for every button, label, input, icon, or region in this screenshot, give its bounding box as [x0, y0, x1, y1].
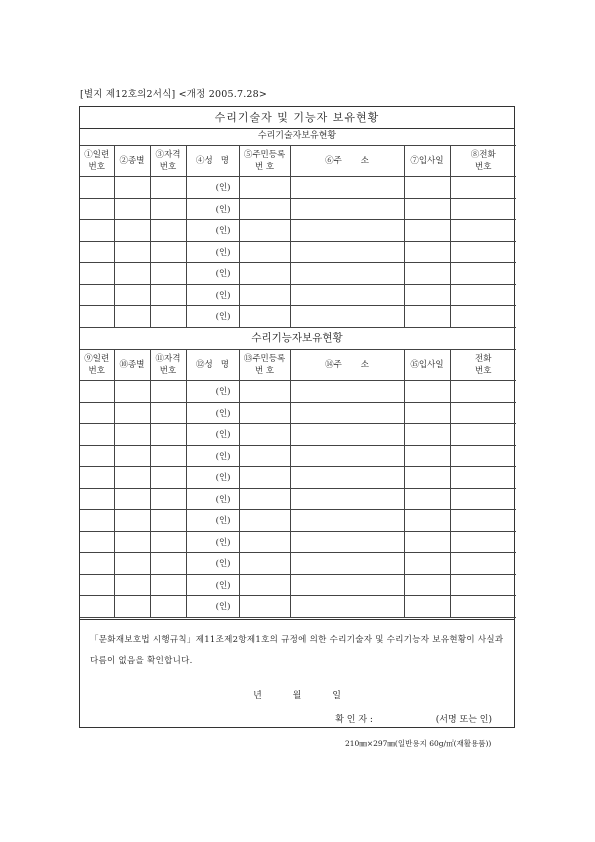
phone-cell[interactable]: [450, 402, 516, 424]
table-row: [80, 574, 516, 596]
table-row: [80, 306, 516, 328]
license-cell[interactable]: [150, 467, 186, 489]
table-row: [80, 402, 516, 424]
seal-label: (인): [215, 408, 231, 419]
table-row: [80, 553, 516, 575]
name-cell[interactable]: [186, 510, 239, 532]
type-cell[interactable]: [114, 574, 150, 596]
type-cell[interactable]: [114, 198, 150, 220]
table-row: [80, 488, 516, 510]
license-cell[interactable]: [150, 424, 186, 446]
name-cell[interactable]: [186, 284, 239, 306]
address-cell[interactable]: [290, 574, 404, 596]
name-cell[interactable]: [186, 467, 239, 489]
table-row: [80, 198, 516, 220]
resident-cell[interactable]: [239, 402, 290, 424]
type-cell[interactable]: [114, 402, 150, 424]
resident-cell[interactable]: [239, 467, 290, 489]
serial-cell[interactable]: [80, 596, 114, 618]
resident-cell[interactable]: [239, 553, 290, 575]
join-date-cell[interactable]: [404, 177, 450, 199]
license-cell[interactable]: [150, 402, 186, 424]
name-cell[interactable]: [186, 402, 239, 424]
license-cell[interactable]: [150, 445, 186, 467]
name-cell[interactable]: [186, 574, 239, 596]
name-cell[interactable]: [186, 596, 239, 618]
col-resident-number: ⑬주민등록 번 호: [239, 350, 290, 381]
resident-cell[interactable]: [239, 531, 290, 553]
phone-cell[interactable]: [450, 467, 516, 489]
join-date-cell[interactable]: [404, 220, 450, 242]
phone-cell[interactable]: [450, 424, 516, 446]
seal-label: (인): [215, 580, 231, 591]
table-row: [80, 596, 516, 618]
serial-cell[interactable]: [80, 263, 114, 285]
name-cell[interactable]: [186, 306, 239, 328]
resident-cell[interactable]: [239, 574, 290, 596]
col-name: ⑫성 명: [186, 350, 239, 381]
table-row: [80, 177, 516, 199]
address-cell[interactable]: [290, 445, 404, 467]
col-address: ⑥주 소: [290, 146, 404, 177]
status-form: [79, 106, 515, 728]
table-row: [80, 467, 516, 489]
seal-label: (인): [215, 516, 231, 527]
name-cell[interactable]: [186, 531, 239, 553]
type-cell[interactable]: [114, 424, 150, 446]
section2-title: 수리기능자보유현황: [80, 328, 514, 350]
phone-cell[interactable]: [450, 488, 516, 510]
type-cell[interactable]: [114, 241, 150, 263]
address-cell[interactable]: [290, 177, 404, 199]
seal-label: (인): [215, 226, 231, 237]
join-date-cell[interactable]: [404, 488, 450, 510]
serial-cell[interactable]: [80, 241, 114, 263]
col-phone: 전화 번호: [450, 350, 516, 381]
table-row: [80, 220, 516, 242]
license-cell[interactable]: [150, 220, 186, 242]
serial-cell[interactable]: [80, 402, 114, 424]
address-cell[interactable]: [290, 596, 404, 618]
resident-cell[interactable]: [239, 263, 290, 285]
serial-cell[interactable]: [80, 553, 114, 575]
phone-cell[interactable]: [450, 263, 516, 285]
col-join-date: ⑮입사일: [404, 350, 450, 381]
address-cell[interactable]: [290, 510, 404, 532]
table-row: [80, 241, 516, 263]
address-cell[interactable]: [290, 467, 404, 489]
type-cell[interactable]: [114, 467, 150, 489]
type-cell[interactable]: [114, 510, 150, 532]
resident-cell[interactable]: [239, 596, 290, 618]
license-cell[interactable]: [150, 381, 186, 403]
year-label: 년: [253, 691, 262, 701]
section1-title: 수리기술자보유현황: [80, 128, 514, 146]
col-join-date: ⑦입사일: [404, 146, 450, 177]
confirmation-section: [80, 619, 514, 730]
phone-cell[interactable]: [450, 220, 516, 242]
table-row: [80, 381, 516, 403]
address-cell[interactable]: [290, 531, 404, 553]
seal-label: (인): [215, 290, 231, 301]
address-cell[interactable]: [290, 263, 404, 285]
name-cell[interactable]: [186, 263, 239, 285]
serial-cell[interactable]: [80, 198, 114, 220]
resident-cell[interactable]: [239, 284, 290, 306]
type-cell[interactable]: [114, 306, 150, 328]
serial-cell[interactable]: [80, 445, 114, 467]
license-cell[interactable]: [150, 553, 186, 575]
type-cell[interactable]: [114, 553, 150, 575]
resident-cell[interactable]: [239, 241, 290, 263]
serial-cell[interactable]: [80, 510, 114, 532]
name-cell[interactable]: [186, 488, 239, 510]
license-cell[interactable]: [150, 531, 186, 553]
address-cell[interactable]: [290, 284, 404, 306]
signer-line: [335, 712, 492, 725]
phone-cell[interactable]: [450, 531, 516, 553]
serial-cell[interactable]: [80, 467, 114, 489]
license-cell[interactable]: [150, 241, 186, 263]
resident-cell[interactable]: [239, 306, 290, 328]
serial-cell[interactable]: [80, 381, 114, 403]
col-type: ⑩종별: [114, 350, 150, 381]
license-cell[interactable]: [150, 596, 186, 618]
join-date-cell[interactable]: [404, 596, 450, 618]
type-cell[interactable]: [114, 445, 150, 467]
seal-label: (인): [215, 537, 231, 548]
serial-cell[interactable]: [80, 284, 114, 306]
serial-cell[interactable]: [80, 574, 114, 596]
col-type: ②종별: [114, 146, 150, 177]
address-cell[interactable]: [290, 198, 404, 220]
address-cell[interactable]: [290, 488, 404, 510]
table-row: [80, 424, 516, 446]
craftsman-table: [80, 349, 516, 618]
seal-label: (인): [215, 602, 231, 613]
table-row: [80, 531, 516, 553]
type-cell[interactable]: [114, 220, 150, 242]
phone-cell[interactable]: [450, 177, 516, 199]
join-date-cell[interactable]: [404, 241, 450, 263]
seal-label: (인): [215, 183, 231, 194]
resident-cell[interactable]: [239, 424, 290, 446]
seal-label: (인): [215, 269, 231, 280]
col-serial-number: ①일련 번호: [80, 146, 114, 177]
name-cell[interactable]: [186, 198, 239, 220]
join-date-cell[interactable]: [404, 306, 450, 328]
phone-cell[interactable]: [450, 510, 516, 532]
join-date-cell[interactable]: [404, 445, 450, 467]
serial-cell[interactable]: [80, 424, 114, 446]
form-number-header: [별지 제12호의2서식] <개정 2005.7.28>: [80, 89, 268, 100]
seal-label: (인): [215, 247, 231, 258]
resident-cell[interactable]: [239, 510, 290, 532]
col-resident-number: ⑤주민등록 번 호: [239, 146, 290, 177]
signer-note: (서명 또는 인): [435, 715, 492, 725]
col-license-number: ③자격 번호: [150, 146, 186, 177]
phone-cell[interactable]: [450, 381, 516, 403]
confirmation-text: 「문화재보호법 시행규칙」제11조제2항제1호의 규정에 의한 수리기술자 및 수리기능자 보유현황이 사실과 다름이 없음을 확인합니다.: [90, 635, 504, 666]
table-row: [80, 510, 516, 532]
type-cell[interactable]: [114, 177, 150, 199]
name-cell[interactable]: [186, 424, 239, 446]
type-cell[interactable]: [114, 596, 150, 618]
join-date-cell[interactable]: [404, 531, 450, 553]
name-cell[interactable]: [186, 553, 239, 575]
serial-cell[interactable]: [80, 488, 114, 510]
license-cell[interactable]: [150, 574, 186, 596]
col-address: ⑭주 소: [290, 350, 404, 381]
join-date-cell[interactable]: [404, 553, 450, 575]
seal-label: (인): [215, 559, 231, 570]
phone-cell[interactable]: [450, 241, 516, 263]
resident-cell[interactable]: [239, 198, 290, 220]
license-cell[interactable]: [150, 263, 186, 285]
seal-label: (인): [215, 387, 231, 398]
date-line: [80, 688, 514, 701]
technician-table: [80, 145, 516, 328]
license-cell[interactable]: [150, 510, 186, 532]
resident-cell[interactable]: [239, 177, 290, 199]
resident-cell[interactable]: [239, 445, 290, 467]
join-date-cell[interactable]: [404, 284, 450, 306]
seal-label: (인): [215, 312, 231, 323]
resident-cell[interactable]: [239, 220, 290, 242]
table-row: [80, 284, 516, 306]
phone-cell[interactable]: [450, 445, 516, 467]
phone-cell[interactable]: [450, 198, 516, 220]
join-date-cell[interactable]: [404, 402, 450, 424]
serial-cell[interactable]: [80, 306, 114, 328]
address-cell[interactable]: [290, 306, 404, 328]
address-cell[interactable]: [290, 424, 404, 446]
phone-cell[interactable]: [450, 553, 516, 575]
address-cell[interactable]: [290, 241, 404, 263]
table-header-row: [80, 350, 516, 381]
join-date-cell[interactable]: [404, 198, 450, 220]
seal-label: (인): [215, 204, 231, 215]
join-date-cell[interactable]: [404, 467, 450, 489]
col-name: ④성 명: [186, 146, 239, 177]
col-serial-number: ⑨일련 번호: [80, 350, 114, 381]
month-label: 월: [292, 691, 302, 701]
address-cell[interactable]: [290, 220, 404, 242]
seal-label: (인): [215, 494, 231, 505]
phone-cell[interactable]: [450, 596, 516, 618]
col-phone: ⑧전화 번호: [450, 146, 516, 177]
name-cell[interactable]: [186, 445, 239, 467]
type-cell[interactable]: [114, 531, 150, 553]
license-cell[interactable]: [150, 306, 186, 328]
address-cell[interactable]: [290, 553, 404, 575]
join-date-cell[interactable]: [404, 381, 450, 403]
join-date-cell[interactable]: [404, 424, 450, 446]
table-row: [80, 263, 516, 285]
phone-cell[interactable]: [450, 284, 516, 306]
address-cell[interactable]: [290, 402, 404, 424]
serial-cell[interactable]: [80, 177, 114, 199]
join-date-cell[interactable]: [404, 574, 450, 596]
seal-label: (인): [215, 430, 231, 441]
paper-spec-footer: 210㎜×297㎜(일반용지 60g/㎡(재활용품)): [345, 739, 492, 748]
serial-cell[interactable]: [80, 220, 114, 242]
resident-cell[interactable]: [239, 488, 290, 510]
phone-cell[interactable]: [450, 306, 516, 328]
type-cell[interactable]: [114, 263, 150, 285]
license-cell[interactable]: [150, 488, 186, 510]
join-date-cell[interactable]: [404, 263, 450, 285]
seal-label: (인): [215, 473, 231, 484]
signer-label: 확 인 자 :: [335, 715, 373, 725]
name-cell[interactable]: [186, 220, 239, 242]
license-cell[interactable]: [150, 198, 186, 220]
type-cell[interactable]: [114, 284, 150, 306]
join-date-cell[interactable]: [404, 510, 450, 532]
name-cell[interactable]: [186, 241, 239, 263]
address-cell[interactable]: [290, 381, 404, 403]
form-title: 수리기술자 및 기능자 보유현황: [80, 107, 514, 129]
day-label: 일: [332, 691, 341, 701]
col-license-number: ⑪자격 번호: [150, 350, 186, 381]
type-cell[interactable]: [114, 488, 150, 510]
seal-label: (인): [215, 451, 231, 462]
license-cell[interactable]: [150, 284, 186, 306]
name-cell[interactable]: [186, 177, 239, 199]
table-row: [80, 445, 516, 467]
license-cell[interactable]: [150, 177, 186, 199]
phone-cell[interactable]: [450, 574, 516, 596]
name-cell[interactable]: [186, 381, 239, 403]
resident-cell[interactable]: [239, 381, 290, 403]
type-cell[interactable]: [114, 381, 150, 403]
table-header-row: [80, 146, 516, 177]
serial-cell[interactable]: [80, 531, 114, 553]
